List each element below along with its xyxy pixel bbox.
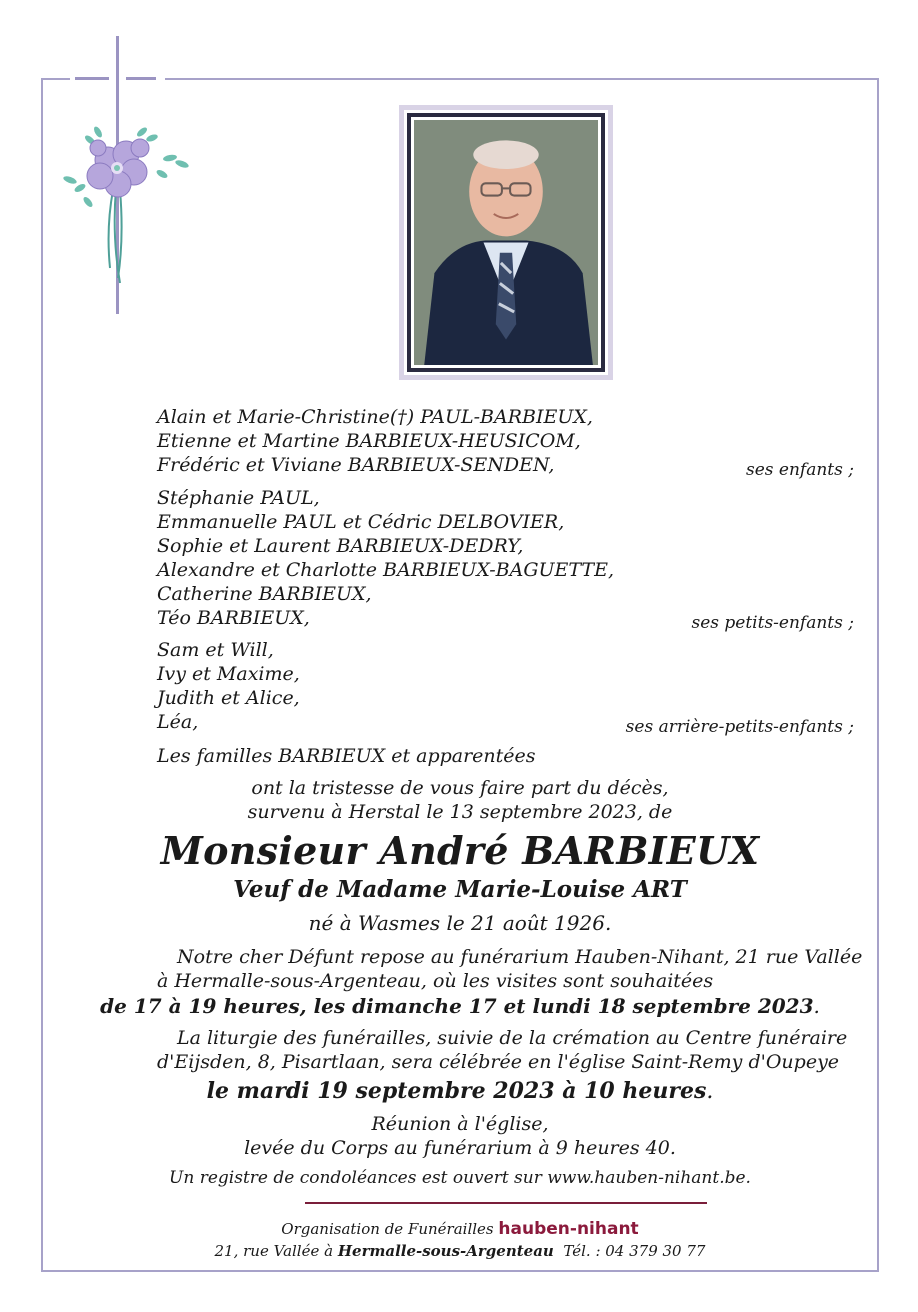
children-role: ses enfants ; xyxy=(746,460,854,480)
visitation-times: de 17 à 19 heures, les dimanche 17 et lundi 18 septembre 2023. xyxy=(100,994,820,1018)
list-item: Ivy et Maxime, xyxy=(157,663,300,685)
list-item: Sam et Will, xyxy=(157,639,274,661)
list-item: Stéphanie PAUL, xyxy=(157,487,320,509)
brand-logo: hauben-nihant xyxy=(498,1219,639,1239)
flower-bouquet-icon xyxy=(58,118,198,293)
list-item: Alexandre et Charlotte BARBIEUX-BAGUETTE, xyxy=(157,559,614,581)
portrait-frame xyxy=(399,105,613,380)
condolences-note: Un registre de condoléances est ouvert sur www.hauben-nihant.be. xyxy=(169,1168,751,1188)
list-item: Léa, xyxy=(157,711,199,733)
list-item: Etienne et Martine BARBIEUX-HEUSICOM, xyxy=(157,430,581,452)
children-list xyxy=(157,405,593,477)
announcement: ont la tristesse de vous faire part du décès, survenu à Herstal le 13 septembre 2023, de xyxy=(247,777,673,823)
funeral-info: La liturgie des funérailles, suivie de la crémation au Centre funéraire d'Eijsden, 8, Pisartlaan, sera célébrée en l'église Saint-Remy d'Oupeye xyxy=(157,1027,848,1073)
funeral-date: le mardi 19 septembre 2023 à 10 heures. xyxy=(206,1078,714,1104)
grandchildren-role: ses petits-enfants ; xyxy=(691,613,854,633)
grandchildren-list xyxy=(157,486,614,630)
deceased-name: Monsieur André BARBIEUX xyxy=(160,828,760,873)
list-item: Emmanuelle PAUL et Cédric DELBOVIER, xyxy=(157,511,565,533)
list-item: Téo BARBIEUX, xyxy=(157,607,310,629)
visitation-info: Notre cher Défunt repose au funérarium Hauben-Nihant, 21 rue Vallée à Hermalle-sous-Argenteau, où les visites sont souhaitées xyxy=(157,946,863,992)
cross-arm-right xyxy=(126,77,156,80)
meeting-info: Réunion à l'église, levée du Corps au funérarium à 9 heures 40. xyxy=(244,1113,676,1159)
great-grandchildren-role: ses arrière-petits-enfants ; xyxy=(625,717,854,737)
footer-divider xyxy=(305,1202,707,1204)
families-line: Les familles BARBIEUX et apparentées xyxy=(157,745,536,767)
list-item: Alain et Marie-Christine(†) PAUL-BARBIEUX, xyxy=(157,406,593,428)
widow-of: Veuf de Madame Marie-Louise ART xyxy=(233,876,687,903)
list-item: Judith et Alice, xyxy=(157,687,300,709)
footer-org: Organisation de Funérailles hauben-nihant xyxy=(281,1219,639,1239)
list-item: Sophie et Laurent BARBIEUX-DEDRY, xyxy=(157,535,524,557)
portrait-photo xyxy=(414,120,598,365)
cross-arm-left xyxy=(75,77,109,80)
list-item: Catherine BARBIEUX, xyxy=(157,583,372,605)
footer-address: 21, rue Vallée à Hermalle-sous-Argenteau Tél. : 04 379 30 77 xyxy=(214,1242,706,1260)
great-grandchildren-list xyxy=(157,638,300,734)
birth-info: né à Wasmes le 21 août 1926. xyxy=(308,911,612,935)
list-item: Frédéric et Viviane BARBIEUX-SENDEN, xyxy=(157,454,555,476)
